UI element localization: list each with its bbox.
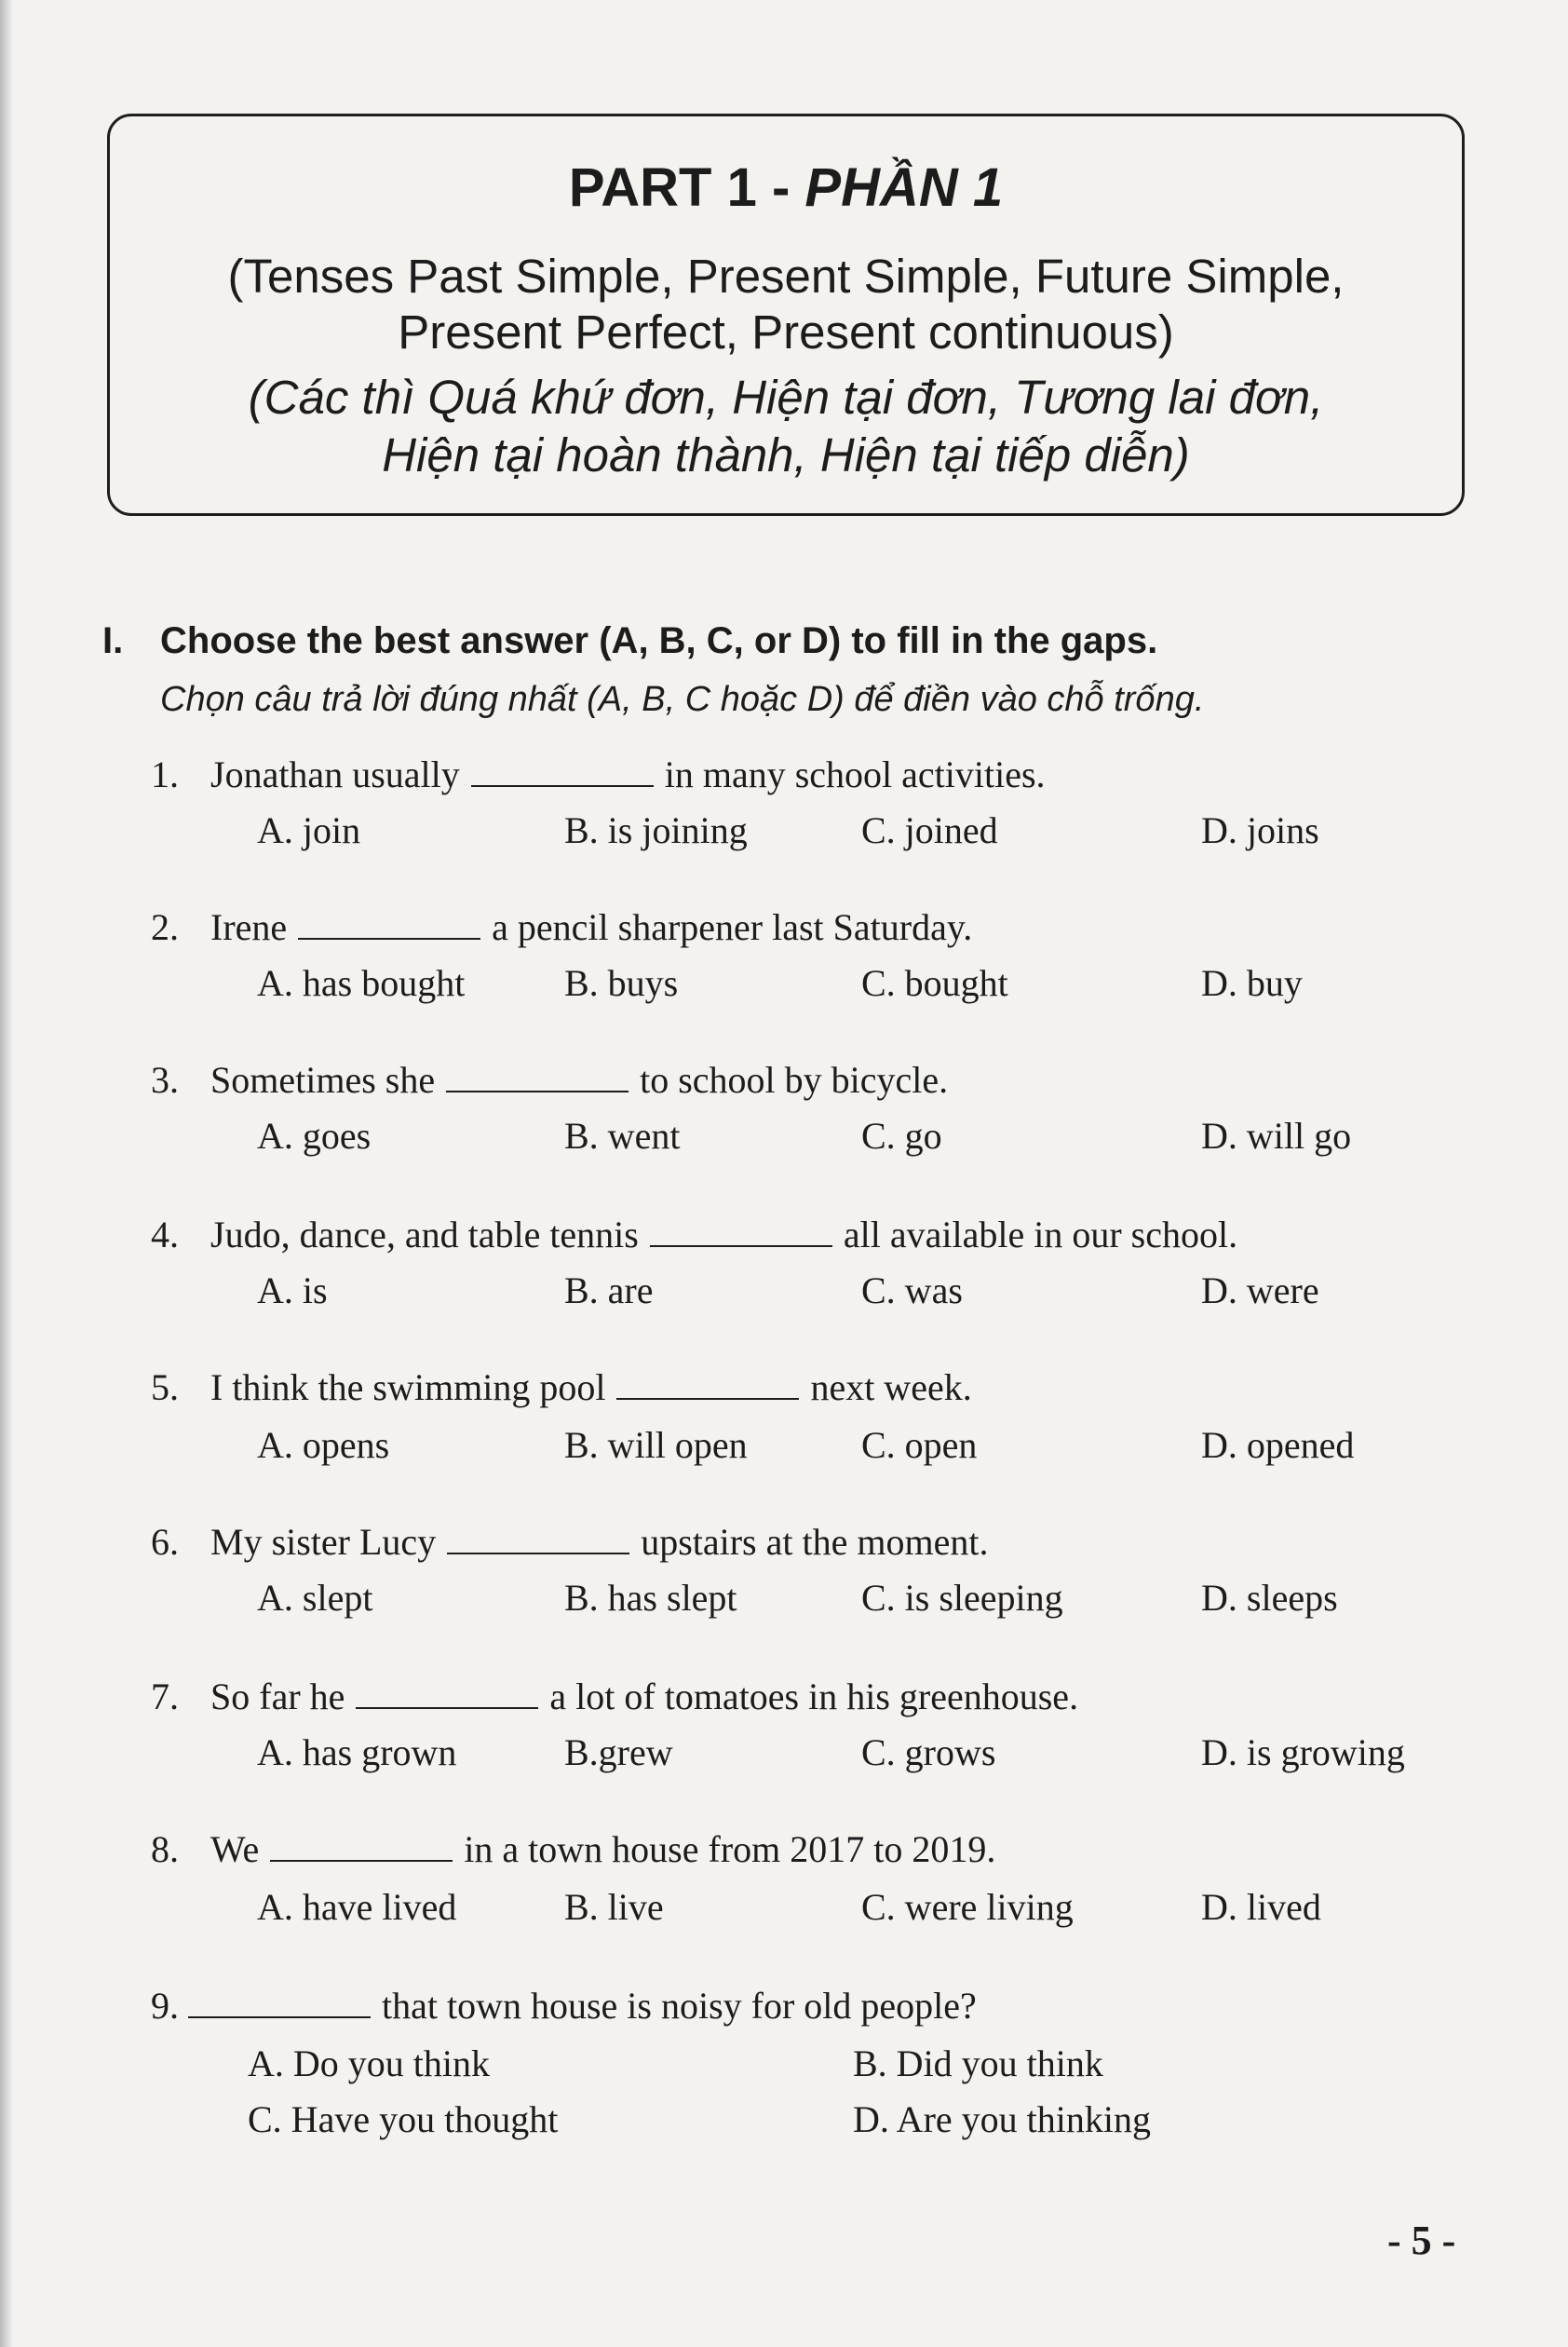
question-stem: Sometimes she to school by bicycle.	[210, 1059, 949, 1101]
option-b[interactable]: B. Did you think	[853, 2042, 1103, 2084]
answer-blank	[188, 1988, 371, 2018]
option-a[interactable]: A. have lived	[257, 1886, 457, 1928]
answer-blank	[471, 757, 654, 787]
section-instruction: Choose the best answer (A, B, C, or D) to fill in the gaps.	[160, 620, 1158, 661]
question-number: 9.	[151, 1985, 179, 2027]
tenses-vn-line-1: (Các thì Quá khứ đơn, Hiện tại đơn, Tương lai đơn,	[248, 371, 1324, 424]
section-number: I.	[102, 620, 124, 661]
tenses-line-2: Present Perfect, Present continuous)	[398, 305, 1174, 359]
part-title-box	[107, 114, 1465, 516]
option-d[interactable]: D. joins	[1201, 809, 1319, 851]
section-instruction-vn: Chọn câu trả lời đúng nhất (A, B, C hoặc D) để điền vào chỗ trống.	[160, 680, 1205, 719]
part-title	[110, 157, 1462, 218]
question-stem: I think the swimming pool next week.	[210, 1366, 972, 1408]
question-number: 5.	[151, 1366, 179, 1408]
tenses-line-1: (Tenses Past Simple, Present Simple, Future Simple,	[227, 250, 1345, 303]
option-b[interactable]: B. are	[564, 1269, 654, 1311]
question-stem: Judo, dance, and table tennis all available in our school.	[210, 1214, 1238, 1255]
question-stem: My sister Lucy upstairs at the moment.	[210, 1521, 989, 1563]
option-b[interactable]: B. live	[564, 1886, 664, 1928]
option-a[interactable]: A. has grown	[257, 1731, 457, 1773]
question-number: 7.	[151, 1675, 179, 1717]
section-heading	[102, 622, 1157, 659]
option-c[interactable]: C. joined	[861, 809, 998, 851]
answer-blank	[270, 1832, 453, 1862]
part-title-vn: PHẦN 1	[804, 157, 1004, 218]
option-d[interactable]: D. is growing	[1201, 1731, 1405, 1773]
option-c[interactable]: C. is sleeping	[861, 1577, 1063, 1619]
answer-blank	[356, 1679, 538, 1709]
option-a[interactable]: A. slept	[257, 1577, 373, 1619]
option-c[interactable]: C. Have you thought	[248, 2098, 559, 2140]
option-d[interactable]: D. lived	[1201, 1886, 1321, 1928]
question-stem: Jonathan usually in many school activities.	[210, 753, 1046, 795]
option-c[interactable]: C. open	[861, 1424, 978, 1466]
option-c[interactable]: C. was	[861, 1269, 963, 1311]
option-d[interactable]: D. buy	[1201, 962, 1303, 1004]
option-d[interactable]: D. opened	[1201, 1424, 1355, 1466]
tenses-vn-line-2: Hiện tại hoàn thành, Hiện tại tiếp diễn)	[382, 428, 1190, 482]
option-a[interactable]: A. Do you think	[248, 2042, 490, 2084]
question-stem: We in a town house from 2017 to 2019.	[210, 1828, 996, 1870]
option-a[interactable]: A. has bought	[257, 962, 466, 1004]
question-stem: Irene a pencil sharpener last Saturday.	[210, 906, 973, 948]
page-number: - 5 -	[1387, 2218, 1456, 2263]
question-number: 6.	[151, 1521, 179, 1563]
option-d[interactable]: D. Are you thinking	[853, 2098, 1151, 2140]
option-c[interactable]: C. go	[861, 1115, 942, 1157]
option-c[interactable]: C. were living	[861, 1886, 1074, 1928]
option-a[interactable]: A. goes	[257, 1115, 372, 1157]
option-b[interactable]: B.grew	[564, 1731, 673, 1773]
answer-blank	[616, 1370, 799, 1400]
option-d[interactable]: D. will go	[1201, 1115, 1352, 1157]
question-number: 4.	[151, 1214, 179, 1255]
option-b[interactable]: B. is joining	[564, 809, 748, 851]
option-a[interactable]: A. opens	[257, 1424, 390, 1466]
option-b[interactable]: B. will open	[564, 1424, 748, 1466]
option-a[interactable]: A. is	[257, 1269, 328, 1311]
answer-blank	[446, 1063, 629, 1092]
answer-blank	[447, 1525, 629, 1554]
option-c[interactable]: C. grows	[861, 1731, 996, 1773]
question-stem: that town house is noisy for old people?	[188, 1987, 977, 2025]
option-b[interactable]: B. buys	[564, 962, 679, 1004]
option-b[interactable]: B. has slept	[564, 1577, 737, 1619]
question-number: 1.	[151, 753, 179, 795]
option-a[interactable]: A. join	[257, 809, 361, 851]
question-number: 2.	[151, 906, 179, 948]
option-d[interactable]: D. sleeps	[1201, 1577, 1338, 1619]
option-b[interactable]: B. went	[564, 1115, 681, 1157]
question-number: 3.	[151, 1059, 179, 1101]
part-title-en: PART 1 -	[568, 157, 791, 218]
question-stem: So far he a lot of tomatoes in his greenhouse.	[210, 1675, 1079, 1717]
answer-blank	[298, 910, 480, 940]
page-spine-shadow	[0, 0, 13, 2347]
option-c[interactable]: C. bought	[861, 962, 1008, 1004]
question-number: 8.	[151, 1828, 179, 1870]
option-d[interactable]: D. were	[1201, 1269, 1319, 1311]
answer-blank	[650, 1217, 832, 1247]
